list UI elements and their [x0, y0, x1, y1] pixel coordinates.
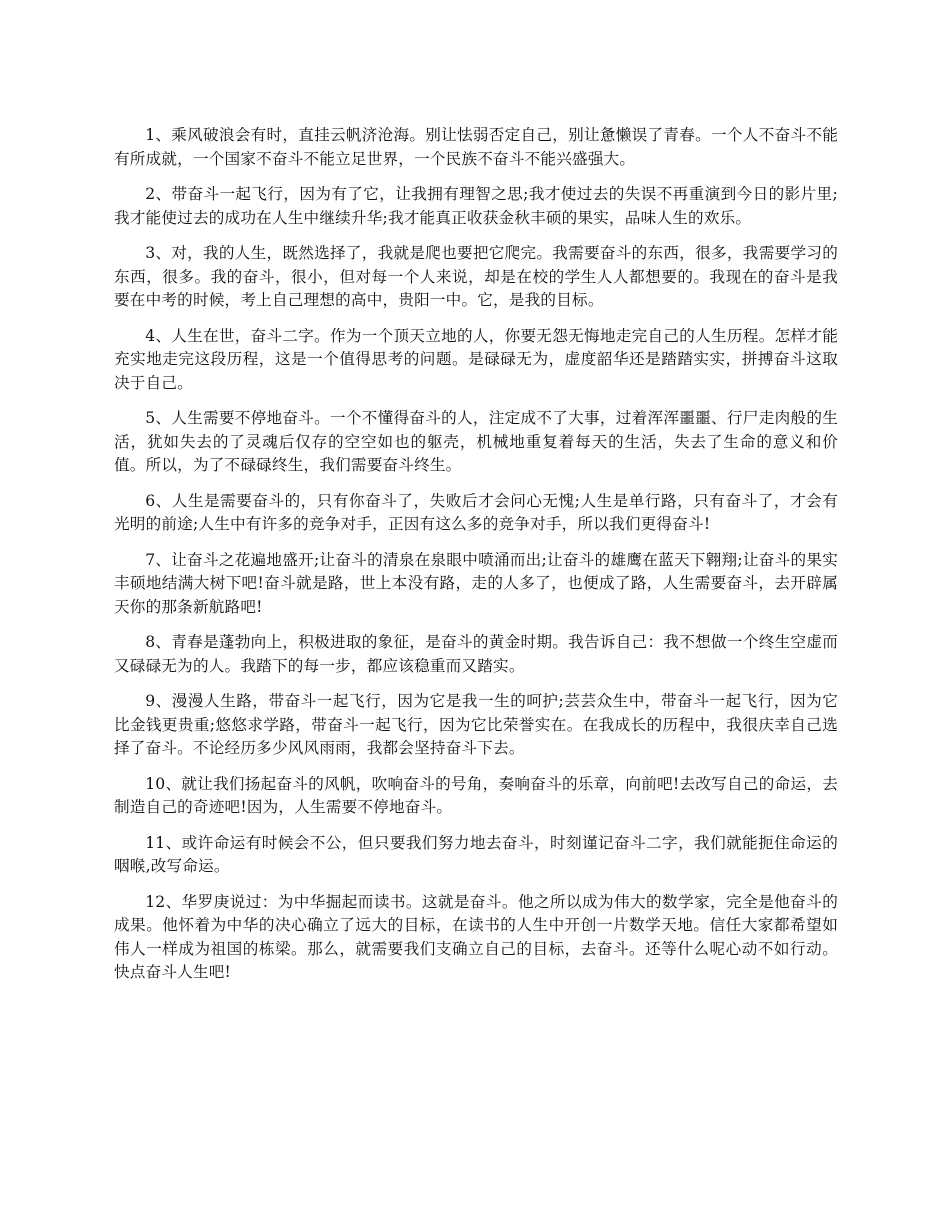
paragraph-12: 12、华罗庚说过：为中华掘起而读书。这就是奋斗。他之所以成为伟大的数学家，完全是他奋斗的成果。他怀着为中华的决心确立了远大的目标，在读书的人生中开创一片数学天地。信任大家都希望如伟人一样成为祖国的栋梁。那么，就需要我们支确立自己的目标，去奋斗。还等什么呢心动不如行动。快点奋斗人生吧!	[114, 892, 838, 981]
paragraph-2: 2、带奋斗一起飞行，因为有了它，让我拥有理智之思;我才使过去的失误不再重演到今日的影片里;我才能使过去的成功在人生中继续升华;我才能真正收获金秋丰硕的果实，品味人生的欢乐。	[114, 185, 838, 227]
paragraph-8: 8、青春是蓬勃向上，积极进取的象征，是奋斗的黄金时期。我告诉自己：我不想做一个终生空虚而又碌碌无为的人。我踏下的每一步，都应该稳重而又踏实。	[114, 633, 838, 675]
paragraph-3: 3、对，我的人生，既然选择了，我就是爬也要把它爬完。我需要奋斗的东西，很多，我需要学习的东西，很多。我的奋斗，很小，但对每一个人来说，却是在校的学生人人都想要的。我现在的奋斗是我要在中考的时候，考上自己理想的高中，贵阳一中。它，是我的目标。	[114, 244, 838, 309]
document-body	[114, 124, 838, 997]
paragraph-10: 10、就让我们扬起奋斗的风帆，吹响奋斗的号角，奏响奋斗的乐章，向前吧!去改写自己的命运，去制造自己的奇迹吧!因为，人生需要不停地奋斗。	[114, 774, 838, 816]
paragraph-5: 5、人生需要不停地奋斗。一个不懂得奋斗的人，注定成不了大事，过着浑浑噩噩、行尸走肉般的生活，犹如失去的了灵魂后仅存的空空如也的躯壳，机械地重复着每天的生活，失去了生命的意义和价值。所以，为了不碌碌终生，我们需要奋斗终生。	[114, 409, 838, 474]
paragraph-9: 9、漫漫人生路，带奋斗一起飞行，因为它是我一生的呵护;芸芸众生中，带奋斗一起飞行，因为它比金钱更贵重;悠悠求学路，带奋斗一起飞行，因为它比荣誉实在。在我成长的历程中，我很庆幸自己选择了奋斗。不论经历多少风风雨雨，我都会坚持奋斗下去。	[114, 692, 838, 757]
paragraph-7: 7、让奋斗之花遍地盛开;让奋斗的清泉在泉眼中喷涌而出;让奋斗的雄鹰在蓝天下翱翔;让奋斗的果实丰硕地结满大树下吧!奋斗就是路，世上本没有路，走的人多了，也便成了路，人生需要奋斗，去开辟属天你的那条新航路吧!	[114, 550, 838, 616]
paragraph-1: 1、乘风破浪会有时，直挂云帆济沧海。别让怯弱否定自己，别让惫懒误了青春。一个人不奋斗不能有所成就，一个国家不奋斗不能立足世界，一个民族不奋斗不能兴盛强大。	[114, 126, 838, 168]
paragraph-6: 6、人生是需要奋斗的，只有你奋斗了，失败后才会问心无愧;人生是单行路，只有奋斗了，才会有光明的前途;人生中有许多的竞争对手，正因有这么多的竞争对手，所以我们更得奋斗!	[114, 491, 838, 533]
paragraph-11: 11、或许命运有时候会不公，但只要我们努力地去奋斗，时刻谨记奋斗二字，我们就能扼住命运的咽喉,改写命运。	[114, 833, 838, 875]
paragraph-4: 4、人生在世，奋斗二字。作为一个顶天立地的人，你要无怨无悔地走完自己的人生历程。怎样才能充实地走完这段历程，这是一个值得思考的问题。是碌碌无为，虚度韶华还是踏踏实实，拼搏奋斗这取决于自己。	[114, 326, 838, 392]
